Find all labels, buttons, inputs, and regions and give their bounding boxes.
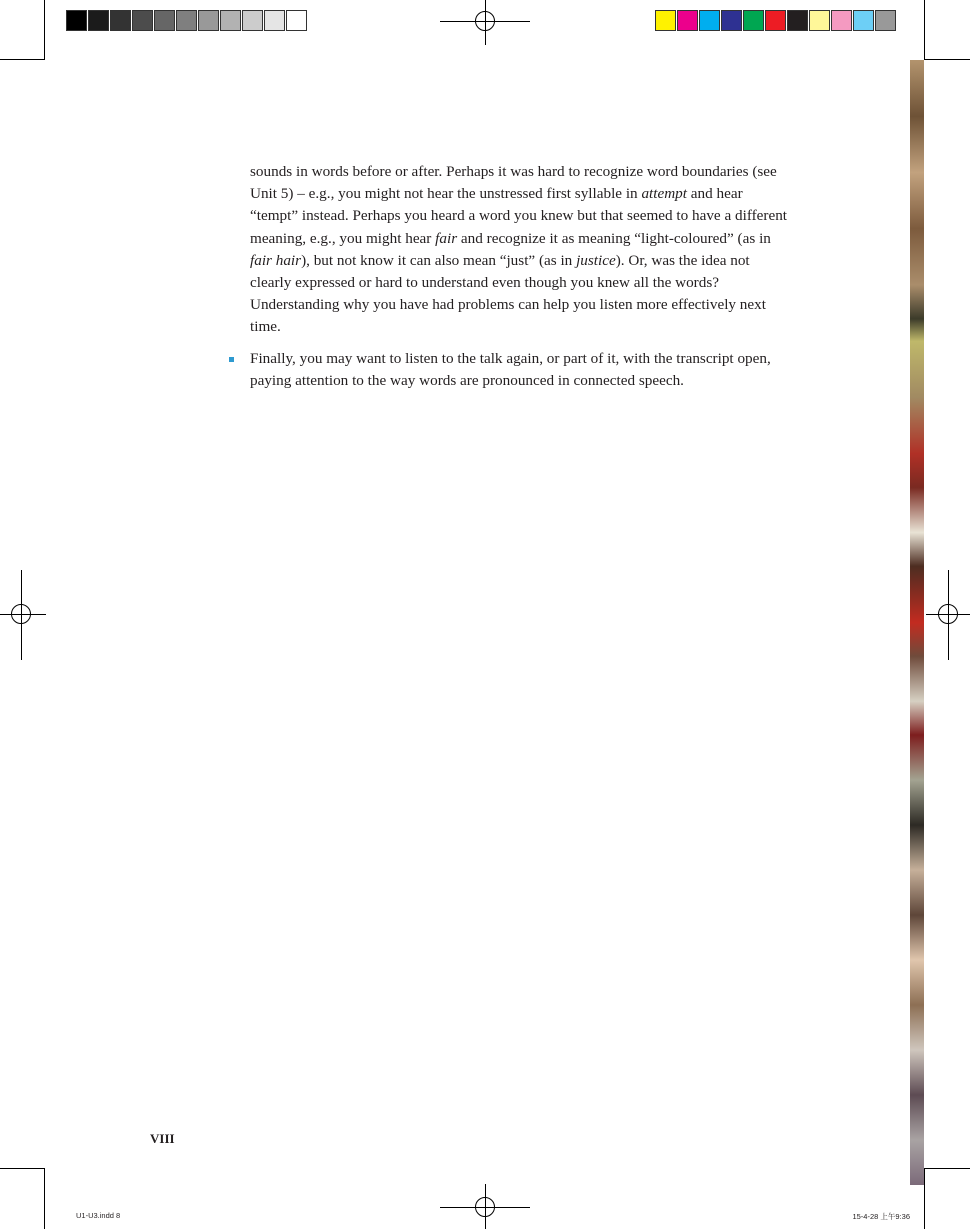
color-swatch (176, 10, 197, 31)
color-swatch (831, 10, 852, 31)
color-swatch (132, 10, 153, 31)
crop-mark (924, 1168, 925, 1229)
color-swatch (787, 10, 808, 31)
color-swatch (110, 10, 131, 31)
crop-mark (924, 0, 925, 60)
list-item-text: Finally, you may want to listen to the talk again, or part of it, with the transcript open, paying attention to the way words are pronounced in connected speech. (250, 349, 771, 389)
color-swatch (875, 10, 896, 31)
text-run: and hear “tempt” instead. Perhaps you heard a word you knew but that seemed to have a different meaning, e.g., you might hear (250, 185, 788, 247)
color-swatch (220, 10, 241, 31)
color-swatch (264, 10, 285, 31)
color-swatch (699, 10, 720, 31)
color-swatch (677, 10, 698, 31)
text-run: ). Or, was the idea not clearly expressed or hard to understand even though you knew all the words? Understanding why you have had problems can help you listen more effectively next time. (250, 251, 766, 336)
crop-mark (924, 59, 970, 60)
color-swatch (88, 10, 109, 31)
slug-timestamp: 15-4-28 上午9:36 (852, 1212, 910, 1221)
registration-line (948, 570, 949, 660)
color-swatch (655, 10, 676, 31)
registration-line (485, 0, 486, 45)
list-item (250, 348, 790, 392)
color-swatch (154, 10, 175, 31)
text-run: sounds in words before or after. Perhaps it was hard to recognize word boundaries (see Unit 5) – e.g., you might not hear the unstressed first syllable in (250, 163, 777, 203)
crop-mark (44, 0, 45, 60)
crop-mark (0, 1168, 45, 1169)
page-number: VIII (150, 1131, 175, 1146)
color-swatch (198, 10, 219, 31)
color-swatch (765, 10, 786, 31)
grayscale-bar (66, 10, 308, 31)
emphasis: attempt (641, 185, 687, 203)
color-swatch (809, 10, 830, 31)
slug-filename: U1-U3.indd 8 (76, 1211, 121, 1220)
color-swatch (286, 10, 307, 31)
color-swatch (66, 10, 87, 31)
bleed-image-strip (910, 60, 924, 1185)
color-bar (655, 10, 897, 31)
crop-mark (44, 1168, 45, 1229)
crop-mark (0, 59, 45, 60)
registration-line (0, 614, 46, 615)
color-swatch (743, 10, 764, 31)
square-bullet-icon (229, 357, 234, 362)
color-swatch (853, 10, 874, 31)
registration-line (21, 570, 22, 660)
crop-mark (924, 1168, 970, 1169)
color-swatch (721, 10, 742, 31)
color-swatch (242, 10, 263, 31)
text-run: and recognize it as meaning “light-coloured” (as in (457, 229, 771, 247)
text-run: ), but not know it can also mean “just” (as in (301, 251, 577, 269)
paragraph (250, 161, 790, 339)
emphasis: fair (435, 229, 458, 247)
body-text (250, 161, 790, 392)
emphasis: fair hair (250, 251, 302, 269)
emphasis: justice (576, 251, 616, 269)
registration-line (485, 1184, 486, 1229)
